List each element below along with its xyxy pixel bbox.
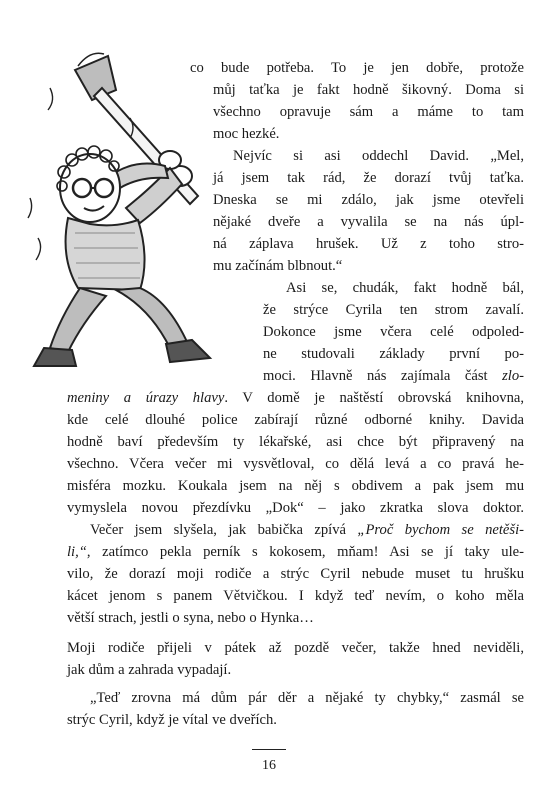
text-line — [263, 368, 524, 384]
text-line: vymyslela novou přezdívku „Dok“ – jako zkratka slova doktor. — [67, 500, 524, 516]
text-line: že strýce Cyrila ten strom zavalí. — [263, 302, 524, 318]
text-line: Dneska se mi zdálo, jak jsme otevřeli — [213, 192, 524, 208]
text-line — [90, 522, 524, 538]
page-number: 16 — [262, 758, 276, 773]
text-line: misféra mozku. Koukala jsem na něj s obdivem a pak jsem mu — [67, 478, 524, 494]
text-line: jak dům a zahrada vypadají. — [67, 662, 232, 678]
page-number-rule — [252, 749, 286, 750]
text-fragment-italic: „Proč bychom se netěši- — [357, 522, 524, 538]
text-fragment: . V domě je naštěstí obrovská knihovna, — [224, 390, 525, 406]
text-fragment: moci. Hlavně nás zajímala část — [263, 368, 488, 384]
text-line: „Teď zrovna má dům pár děr a nějaké ty chybky,“ zasmál se — [90, 690, 524, 706]
text-line: Nejvíc si asi oddechl David. „Mel, — [233, 148, 524, 164]
text-line: hodně baví především ty lékařské, asi chce být připravený na — [67, 434, 524, 450]
text-line: všechno. Včera večer mi vysvětloval, co dělá levá a co pravá he- — [67, 456, 524, 472]
text-line: všechno opravuje sám a máme to tam — [213, 104, 524, 120]
text-line: mu začínám blbnout.“ — [213, 258, 343, 274]
text-line: kde celé dlouhé police zabírají různé odborné knihy. Davida — [67, 412, 524, 428]
text-line: co bude potřeba. To je jen dobře, protože — [190, 60, 524, 76]
text-fragment-italic: zlo- — [502, 368, 524, 384]
text-line — [67, 544, 524, 560]
text-fragment: , zatímco pekla perník s kokosem, mňam! Asi se jí taky ule- — [86, 544, 524, 560]
text-line: ne studovali základy první po- — [263, 346, 524, 362]
text-line: Dokonce jsme včera celé odpoled- — [263, 324, 524, 340]
text-line: já jsem tak rád, že dorazí tvůj taťka. — [213, 170, 524, 186]
text-line: ná záplava hrušek. Už z toho stro- — [213, 236, 524, 252]
text-line: Asi se, chudák, fakt hodně bál, — [286, 280, 524, 296]
text-line: vilo, že dorazí moji rodiče a strýc Cyril nebude muset tu hrušku — [67, 566, 524, 582]
text-line — [67, 390, 524, 406]
text-fragment-italic: meniny a úrazy hlavy — [67, 390, 225, 406]
text-line: nějaké dveře a vyvalila se na nás úpl- — [213, 214, 524, 230]
text-line: Moji rodiče přijeli v pátek až pozdě večer, takže hned neviděli, — [67, 640, 524, 656]
text-line: strýc Cyril, když je vítal ve dveřích. — [67, 712, 277, 728]
text-line: moc hezké. — [213, 126, 280, 142]
text-line: větší strach, jestli o syna, nebo o Hynka… — [67, 610, 314, 626]
man-with-axe-illustration — [20, 48, 235, 373]
text-line: kácet jenom s panem Větvičkou. I když teď nevím, o koho měla — [67, 588, 524, 604]
text-fragment: Večer jsem slyšela, jak babička zpívá — [90, 522, 346, 538]
text-fragment-italic: li,“ — [67, 544, 87, 560]
text-line: můj taťka je fakt hodně šikovný. Doma si — [213, 82, 524, 98]
